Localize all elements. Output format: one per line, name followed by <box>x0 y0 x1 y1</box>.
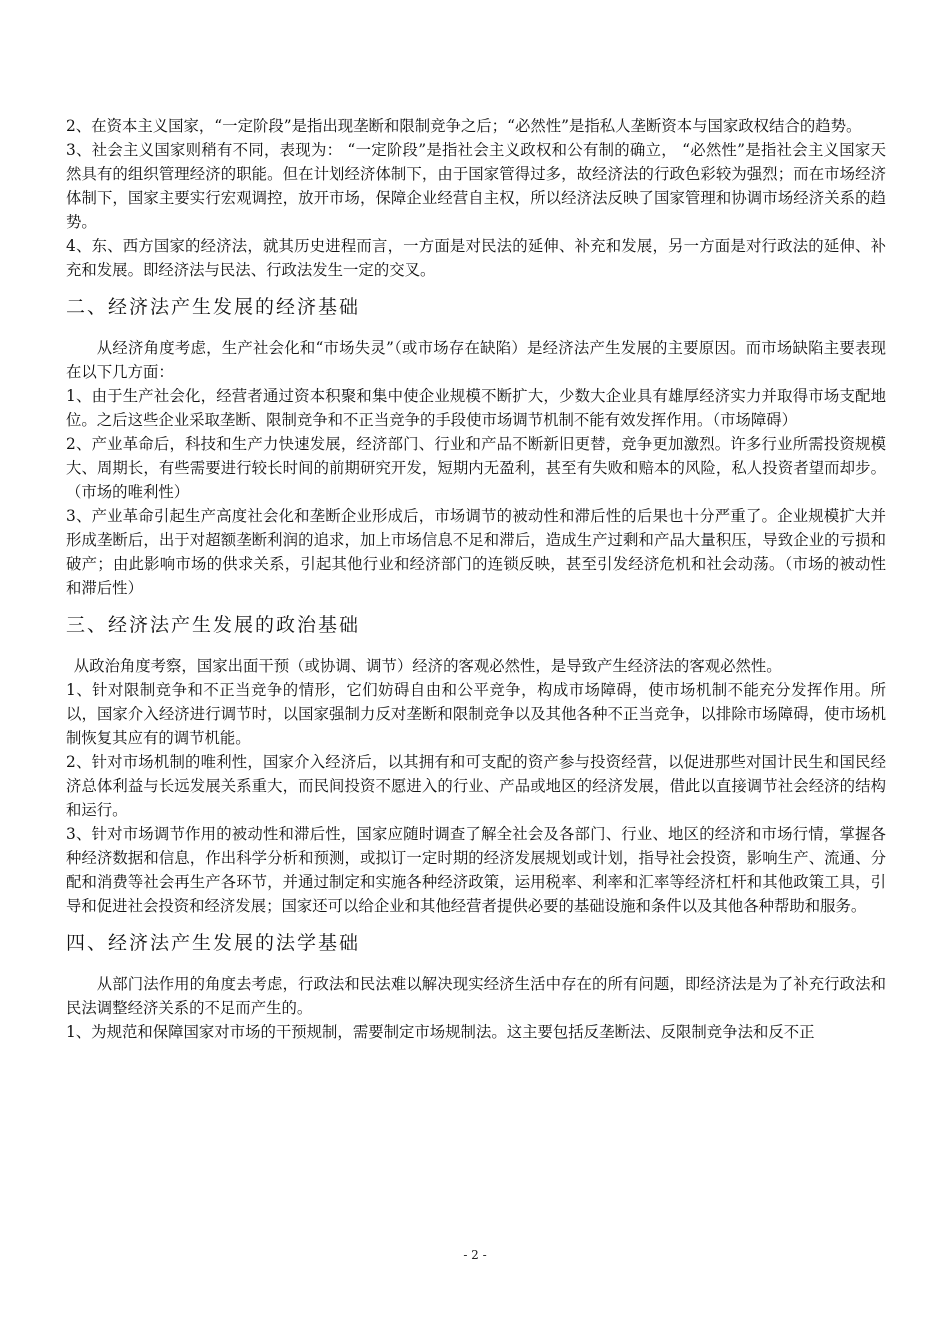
paragraph-capitalist-stage: 2、在资本主义国家，“一定阶段”是指出现垄断和限制竞争之后；“必然性”是指私人垄断资本与国家政权结合的趋势。 <box>66 117 862 135</box>
section-intro-legal: 从部门法作用的角度去考虑，行政法和民法难以解决现实经济生活中存在的所有问题，即经济法是为了补充行政法和民法调整经济关系的不足而产生的。 <box>66 975 886 1017</box>
list-item-economic-3: 3、产业革命引起生产高度社会化和垄断企业形成后，市场调节的被动性和滞后性的后果也十分严重了。企业规模扩大并形成垄断后，出于对超额垄断利润的追求，加上市场信息不足和滞后，造成生产过剩和产品大量积压，导致企业的亏损和破产；由此影响市场的供求关系，引起其他行业和经济部门的连锁反映，甚至引发经济危机和社会动荡。（市场的被动性和滞后性） <box>66 507 886 597</box>
page-number: - 2 - <box>463 1248 487 1262</box>
list-item-political-1: 1、针对限制竞争和不正当竞争的情形，它们妨碍自由和公平竞争，构成市场障碍，使市场机制不能充分发挥作用。所以，国家介入经济进行调节时，以国家强制力反对垄断和限制竞争以及其他各种不正当竞争，以排除市场障碍，使市场机制恢复其应有的调节机能。 <box>66 681 886 747</box>
paragraph-east-west: 4、东、西方国家的经济法，就其历史进程而言，一方面是对民法的延伸、补充和发展，另一方面是对行政法的延伸、补充和发展。即经济法与民法、行政法发生一定的交叉。 <box>66 237 886 279</box>
list-item-economic-1: 1、由于生产社会化，经营者通过资本积聚和集中使企业规模不断扩大，少数大企业具有雄厚经济实力并取得市场支配地位。之后这些企业采取垄断、限制竞争和不正当竞争的手段使市场调节机制不能有效发挥作用。（市场障碍） <box>66 387 886 429</box>
section-intro-economic: 从经济角度考虑，生产社会化和“市场失灵”（或市场存在缺陷）是经济法产生发展的主要原因。而市场缺陷主要表现在以下几方面： <box>66 339 886 381</box>
paragraph-socialist-stage: 3、社会主义国家则稍有不同，表现为： “一定阶段”是指社会主义政权和公有制的确立， “必然性”是指社会主义国家天然具有的组织管理经济的职能。但在计划经济体制下，由于国家管得过多，故经济法的行政色彩较为强烈；而在市场经济体制下，国家主要实行宏观调控，放开市场，保障企业经营自主权，所以经济法反映了国家管理和协调市场经济关系的趋势。 <box>66 141 886 231</box>
section-heading-economic-basis: 二、经济法产生发展的经济基础 <box>66 296 361 318</box>
list-item-economic-2: 2、产业革命后，科技和生产力快速发展，经济部门、行业和产品不断新旧更替，竞争更加激烈。许多行业所需投资规模大、周期长，有些需要进行较长时间的前期研究开发，短期内无盈利，甚至有失败和赔本的风险，私人投资者望而却步。（市场的唯利性） <box>66 435 886 501</box>
section-intro-political: 从政治角度考察，国家出面干预（或协调、调节）经济的客观必然性，是导致产生经济法的客观必然性。 <box>73 657 782 675</box>
list-item-legal-1: 1、为规范和保障国家对市场的干预规制，需要制定市场规制法。这主要包括反垄断法、反限制竞争法和反不正 <box>66 1023 815 1041</box>
list-item-political-3: 3、针对市场调节作用的被动性和滞后性，国家应随时调查了解全社会及各部门、行业、地区的经济和市场行情，掌握各种经济数据和信息，作出科学分析和预测，或拟订一定时期的经济发展规划或计划，指导社会投资，影响生产、流通、分配和消费等社会再生产各环节，并通过制定和实施各种经济政策，运用税率、利率和汇率等经济杠杆和其他政策工具，引导和促进社会投资和经济发展；国家还可以给企业和其他经营者提供必要的基础设施和条件以及其他各种帮助和服务。 <box>66 825 886 915</box>
section-heading-legal-basis: 四、经济法产生发展的法学基础 <box>66 932 361 954</box>
section-heading-political-basis: 三、经济法产生发展的政治基础 <box>66 614 361 636</box>
list-item-political-2: 2、针对市场机制的唯利性，国家介入经济后，以其拥有和可支配的资产参与投资经营，以促进那些对国计民生和国民经济总体利益与长远发展关系重大，而民间投资不愿进入的行业、产品或地区的经济发展，借此以直接调节社会经济的结构和运行。 <box>66 753 886 819</box>
document-page <box>66 114 886 1044</box>
